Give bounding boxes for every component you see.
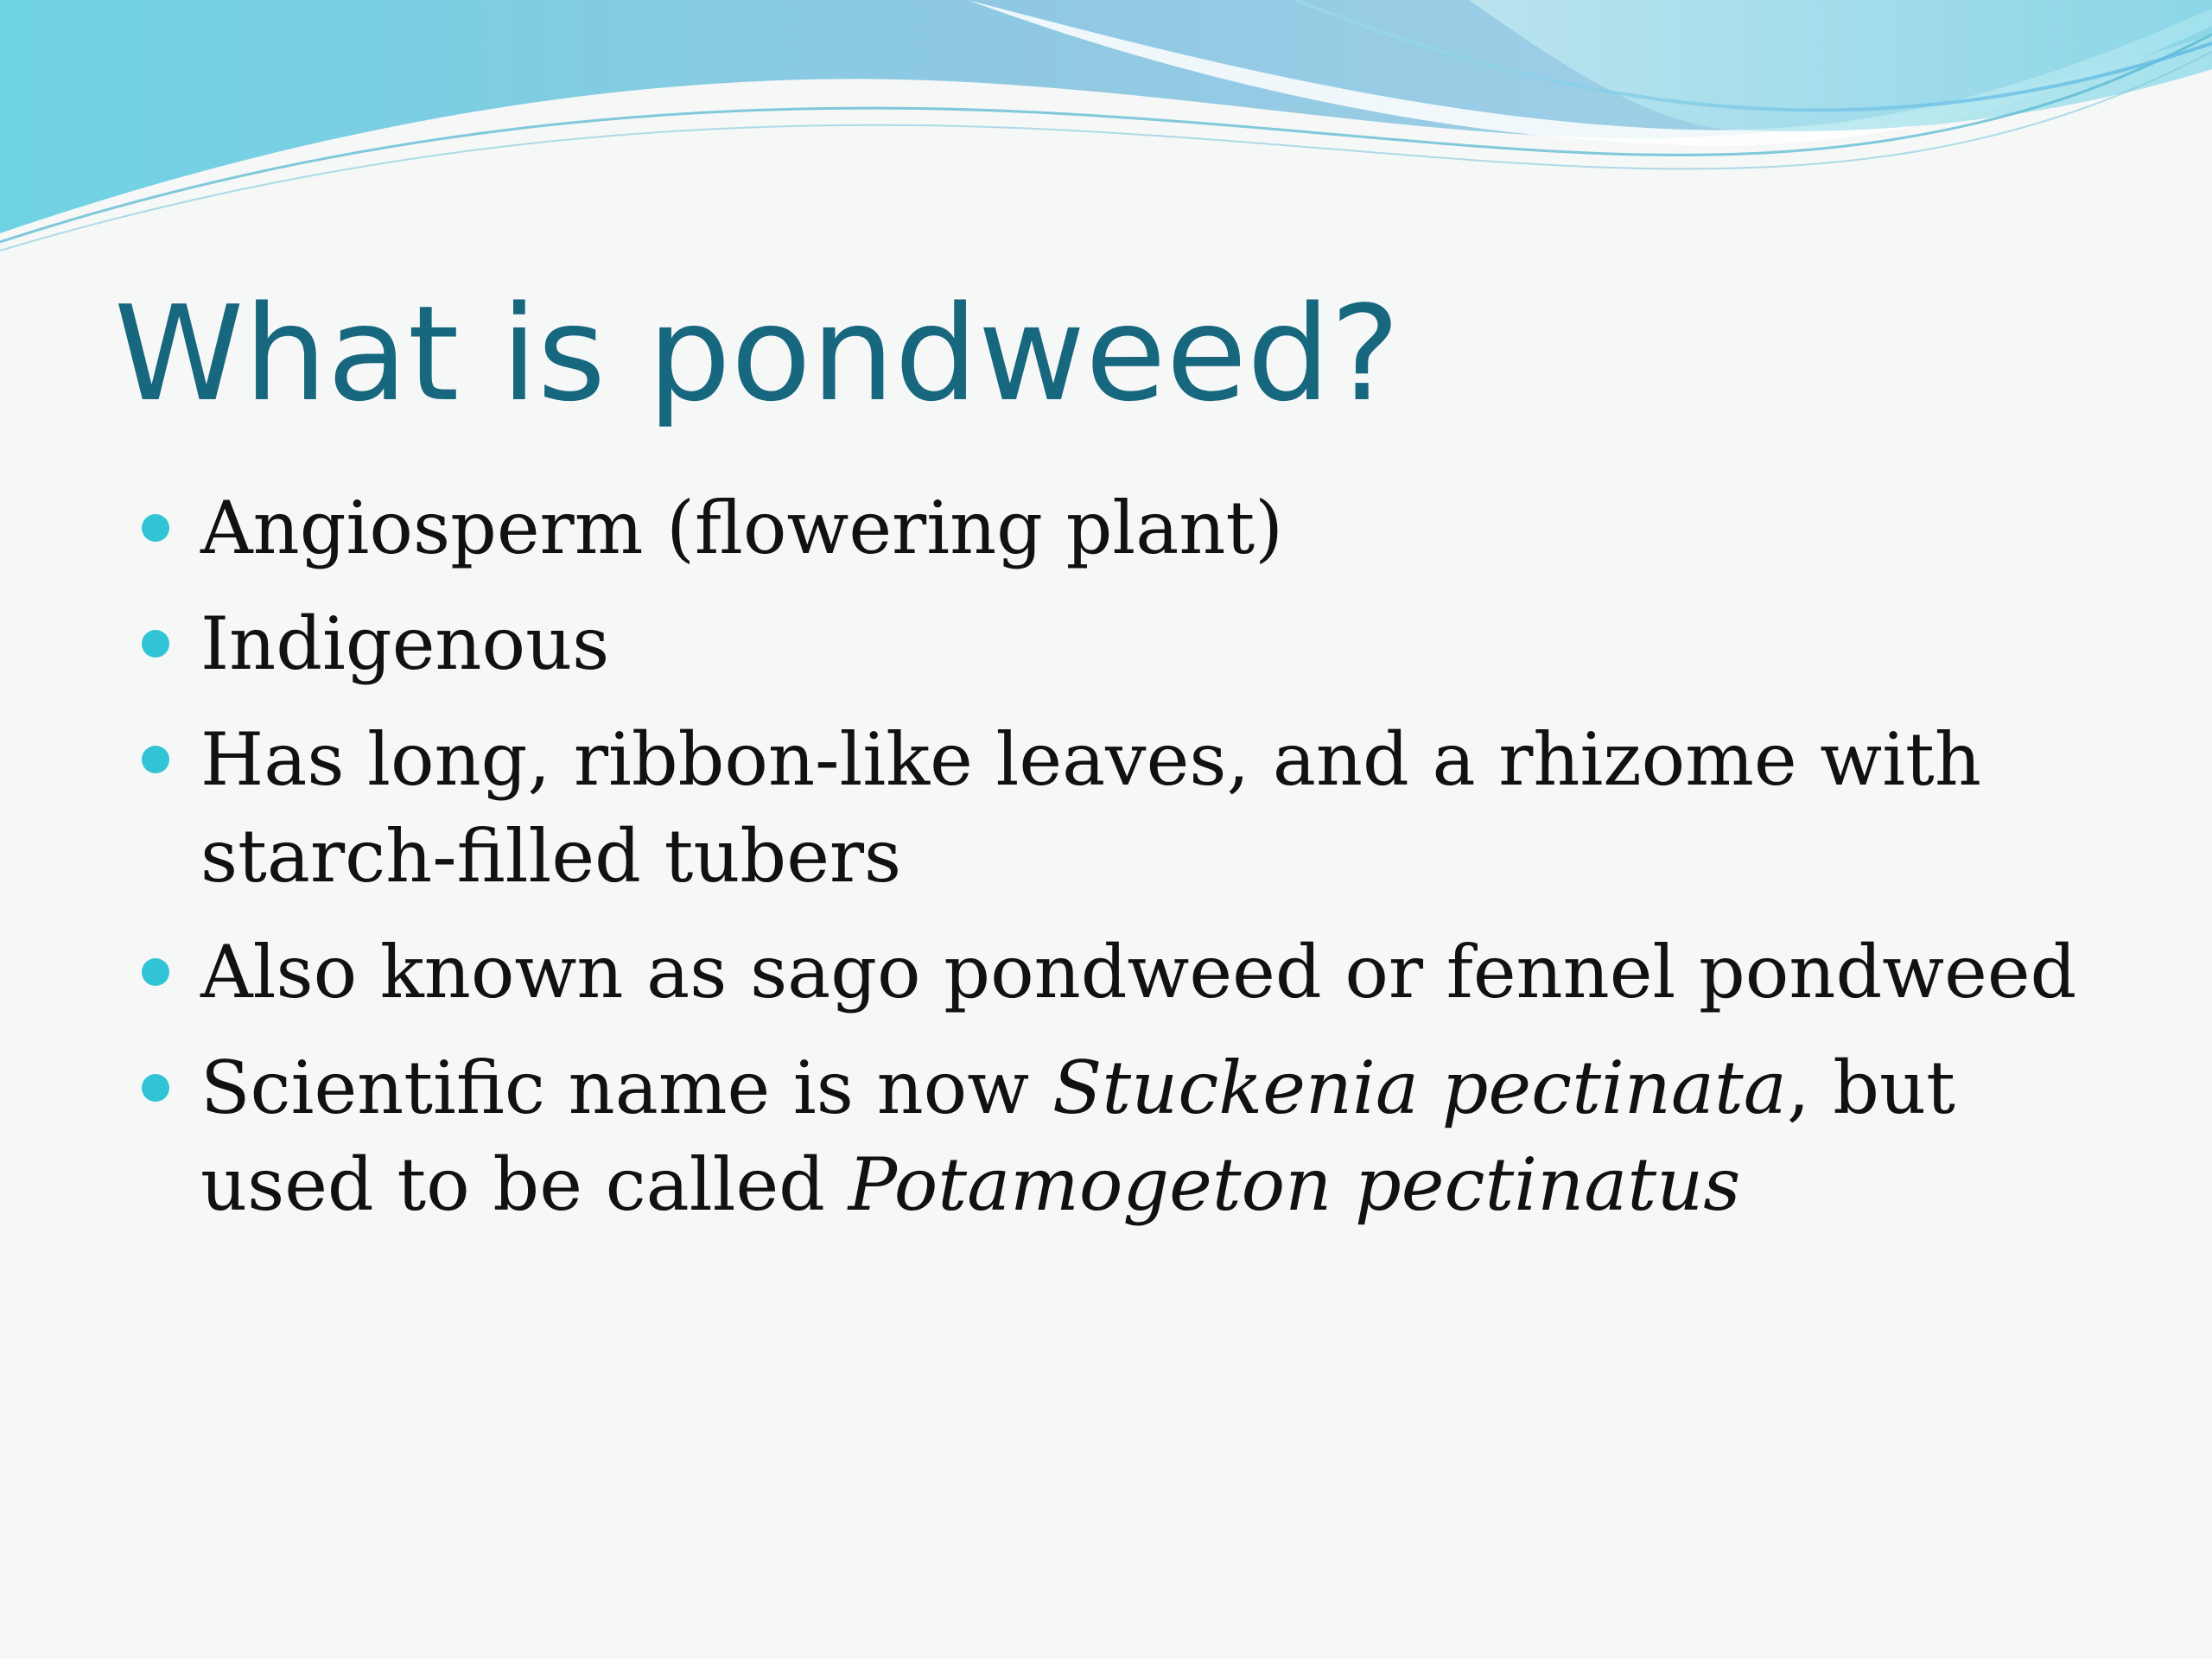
- bullet-item: [130, 1039, 2082, 1233]
- bullet-dot-icon: [142, 746, 169, 773]
- bullet-text: Has long, ribbon-like leaves, and a rhizome with starch-filled tubers: [200, 717, 1981, 899]
- wave-banner-decoration: [0, 0, 2212, 259]
- bullet-dot-icon: [142, 958, 169, 986]
- slide-title: What is pondweed?: [114, 277, 1401, 430]
- scientific-name-former: Potamogeton pectinatus: [848, 1142, 1741, 1227]
- bullet-item: [130, 924, 2082, 1020]
- bullet-dot-icon: [142, 1074, 169, 1102]
- bullet-item: [130, 480, 2082, 576]
- bullet-dot-icon: [142, 514, 169, 542]
- bullet-text-part: , but used to be called: [200, 1046, 1955, 1227]
- scientific-name-current: Stuckenia pectinata: [1052, 1046, 1787, 1130]
- bullet-item: [130, 595, 2082, 692]
- bullet-text: Angiosperm (flowering plant): [200, 486, 1283, 570]
- bullet-text: Indigenous: [200, 601, 610, 686]
- bullet-item: [130, 711, 2082, 905]
- bullet-text: Also known as sago pondweed or fennel pondweed: [200, 930, 2077, 1014]
- bullet-text-part: Scientific name is now: [200, 1046, 1052, 1130]
- bullet-dot-icon: [142, 630, 169, 658]
- bullet-list: [130, 480, 2082, 1252]
